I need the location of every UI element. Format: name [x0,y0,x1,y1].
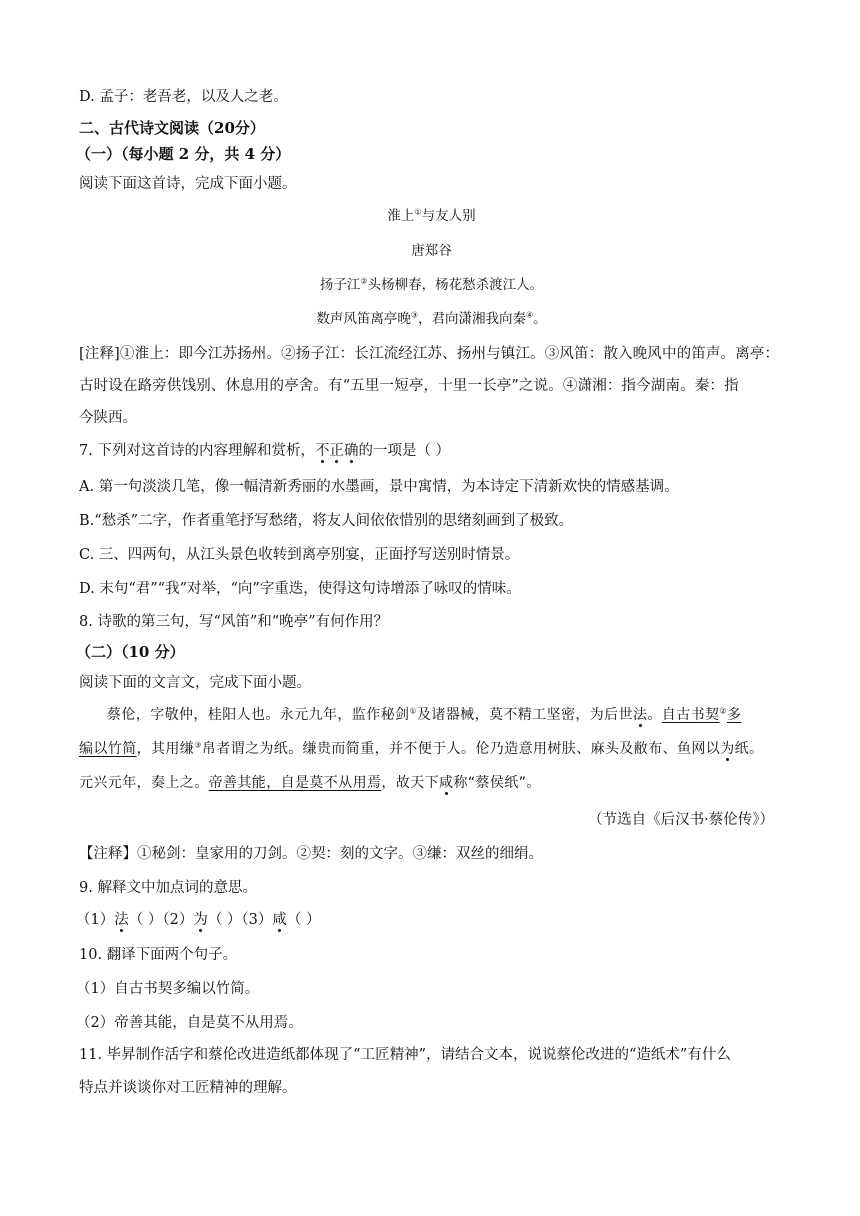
poem-notes-line-2: 古时设在路旁供饯别、休息用的亭舍。有“五里一短亭，十里一长亭”之说。④潇湘：指今湖南。秦：指 [79,378,739,394]
classical-notes: 【注释】①秘剑：皇家用的刀剑。②契：刻的文字。③缣：双丝的细绢。 [79,846,543,862]
question-10-item-2: （2）帝善其能，自是莫不从用焉。 [76,1015,303,1031]
q7-option-c: C. 三、四两句，从江头景色收转到离亭别宴，正面抒写送别时情景。 [79,547,520,563]
part-1-title: （一）（每小题 2 分，共 4 分） [76,145,291,163]
poem-line-1: 扬子江②头杨柳春，杨花愁杀渡江人。 [319,276,544,293]
note-mark: ③ [194,740,202,750]
q7-option-d: D. 末句“君”“我”对举，“向”字重迭，使得这句诗增添了咏叹的情味。 [79,581,521,597]
question-11-line-2: 特点并谈谈你对工匠精神的理解。 [79,1080,297,1096]
note-mark: ① [414,207,422,217]
poem-notes-line-1: [注释]①淮上：即今江苏扬州。②扬子江：长江流经江苏、扬州与镇江。③风笛：散入晚风中的笛声。离亭： [79,346,780,362]
poem-line-2: 数声风笛离亭晚③，君向潇湘我向秦④。 [316,310,547,327]
question-11-line-1: 11. 毕昇制作活字和蔡伦改进造纸都体现了“工匠精神”，请结合文本，说说蔡伦改进的“造纸术”有什么 [79,1047,731,1063]
classical-text-line-3: 元兴元年，奏上之。帝善其能，自是莫不从用焉，故天下咸称“蔡侯纸”。 [79,775,541,791]
part-1-instruction: 阅读下面这首诗，完成下面小题。 [79,176,297,192]
question-8: 8. 诗歌的第三句，写“风笛”和“晚亭”有何作用？ [79,614,389,630]
part-2-instruction: 阅读下面的文言文，完成下面小题。 [79,675,311,691]
note-mark: ③ [410,310,418,320]
poem-title: 淮上①与友人别 [387,207,476,224]
note-mark: ② [719,706,727,716]
note-mark: ② [360,276,368,286]
question-10: 10. 翻译下面两个句子。 [79,947,238,963]
previous-option-d: D. 孟子：老吾老，以及人之老。 [79,89,288,105]
poem-notes-line-3: 今陕西。 [79,410,137,426]
note-mark: ④ [526,310,534,320]
question-7: 7. 下列对这首诗的内容理解和赏析，不正确的一项是（ ） [79,443,451,459]
question-9: 9. 解释文中加点词的意思。 [79,880,257,896]
question-9-items: （1）法（ ）（2）为（ ）（3）咸（ ） [76,912,321,928]
classical-text-line-1: 蔡伦，字敬仲，桂阳人也。永元九年，监作秘剑①及诸器械，莫不精工坚密，为后世法。自古书契②多 [107,706,742,723]
part-2-title: （二）（10 分） [76,643,185,661]
question-10-item-1: （1）自古书契多编以竹简。 [76,981,260,997]
source-citation: （节选自《后汉书·蔡伦传》） [588,812,774,828]
section-2-title: 二、古代诗文阅读（20分） [79,119,265,137]
classical-text-line-2: 编以竹简，其用缣③帛者谓之为纸。缣贵而简重，并不便于人。伦乃造意用树肤、麻头及敝布、鱼网以为纸。 [79,740,764,757]
poem-author: 唐郑谷 [411,243,452,259]
q7-option-b: B.“愁杀”二字，作者重笔抒写愁绪，将友人间依依惜别的思绪刻画到了极致。 [79,513,574,529]
q7-option-a: A. 第一句淡淡几笔，像一幅清新秀丽的水墨画，景中寓情，为本诗定下清新欢快的情感基调。 [79,479,679,495]
note-mark: ① [409,706,417,716]
